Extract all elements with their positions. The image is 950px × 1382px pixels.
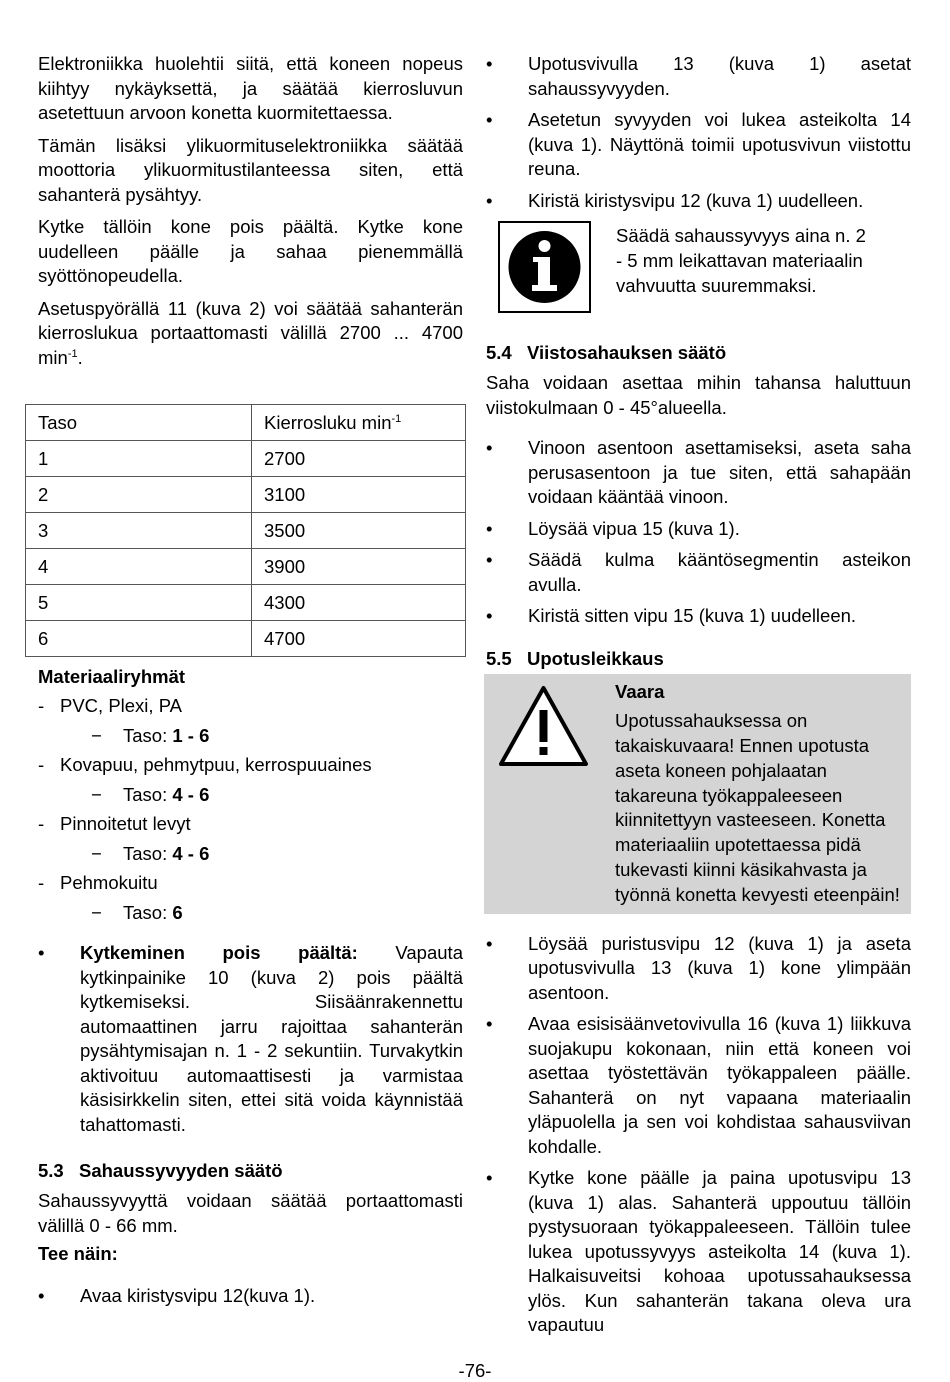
dash-marker: − bbox=[91, 901, 102, 923]
dash-marker: − bbox=[91, 842, 102, 864]
page-number: -76- bbox=[458, 1360, 492, 1381]
taso-label: Taso: bbox=[123, 783, 173, 805]
warning-box bbox=[484, 674, 911, 914]
list-item bbox=[38, 898, 463, 928]
list-item bbox=[38, 780, 463, 810]
right-column bbox=[486, 52, 911, 1345]
list-item: • Vinoon asentoon asettamiseksi, aseta saha perusasentoon ja tue siten, että sahapään voidaan kääntää vinoon. bbox=[486, 436, 911, 510]
warning-triangle-icon bbox=[496, 682, 591, 770]
section-5-3-heading bbox=[38, 1159, 463, 1183]
table-header-rpm-text: Kierrosluku min bbox=[264, 411, 392, 433]
left-column bbox=[38, 52, 463, 1316]
list-item: • Kytke kone päälle ja paina upotusvipu 13 (kuva 1) alas. Sahanterä uppoutuu tällöin pystysuoraan työkappaleeseen. Tällöin tulee lukea upotussyvyys asteikolta 14 (kuva 1). Halkaisuveitsi kohoaa upotussahauksessa ylös. Kun sahanterän takana oleva ura vapautuu bbox=[486, 1166, 911, 1338]
depth-steps-list bbox=[38, 1284, 463, 1309]
section-5-5-heading bbox=[486, 647, 911, 671]
list-item-switch-off bbox=[38, 941, 463, 1137]
tee-nain-label: Tee näin: bbox=[38, 1243, 118, 1264]
switch-off-text: Vapauta kytkinpainike 10 (kuva 2) pois päältä kytkemiseksi. Siisäänrakennettu automaattinen jarru rajoittaa sahanterän pysähtymisajan n. 1 - 2 sekuntiin. Turvakytkin aktivoituu automaattisesti ja varmistaa käsisirkkelin siten, ettei sitä voida käynnistää tahattomasti. bbox=[80, 942, 463, 1135]
section-number: 5.4 bbox=[486, 342, 512, 363]
table-cell-taso: 5 bbox=[26, 585, 252, 621]
list-item: • Löysää puristusvipu 12 (kuva 1) ja aseta upotusvivulla 13 (kuva 1) kone ylimpään asentoon. bbox=[486, 932, 911, 1006]
paragraph-depth-range: Sahaussyvyyttä voidaan säätää portaattomasti välillä 0 - 66 mm. bbox=[38, 1190, 463, 1236]
material-name: Pinnoitetut levyt bbox=[60, 813, 191, 834]
speed-wheel-text: Asetuspyörällä 11 (kuva 2) voi säätää sahanterän kierroslukua portaattomasti välillä 2700 ... 4700 min bbox=[38, 297, 463, 368]
dash-marker: - bbox=[38, 872, 45, 893]
dash-marker: - bbox=[38, 754, 45, 775]
switch-off-label: Kytkeminen pois päältä: bbox=[80, 942, 358, 963]
warning-text: Upotussahauksessa on takaiskuvaara! Ennen upotusta aseta koneen pohjalaatan takareuna työkappaleeseen kiinnitettyyn vasteeseen. Konetta materiaaliin upotettaessa pidä tukevasti kiinni käsikahvasta ja työnnä konetta kevyesti eteenpäin! bbox=[615, 710, 900, 905]
paragraph-overload: Tämän lisäksi ylikuormituselektroniikka säätää moottoria ylikuormitustilanteessa siten, että sahanterä pysähtyy. bbox=[38, 134, 463, 205]
warning-title: Vaara bbox=[615, 680, 665, 702]
bevel-steps-list bbox=[486, 436, 911, 629]
materials-list bbox=[38, 691, 463, 927]
paragraph-restart: Kytke tällöin kone pois päältä. Kytke kone uudelleen päälle ja sahaa pienemmällä syöttönopeudella. bbox=[38, 216, 463, 286]
section-number: 5.3 bbox=[38, 1160, 64, 1181]
taso-label: Taso: bbox=[123, 724, 173, 746]
switch-off-list bbox=[38, 941, 463, 1137]
table-cell-rpm: 4300 bbox=[252, 585, 466, 621]
table-cell-rpm: 3900 bbox=[252, 549, 466, 585]
section-title: Viistosahauksen säätö bbox=[527, 342, 727, 363]
list-item bbox=[38, 750, 463, 780]
section-title: Upotusleikkaus bbox=[527, 647, 664, 669]
list-item: • Upotusvivulla 13 (kuva 1) asetat sahaussyvyyden. bbox=[486, 52, 911, 101]
table-cell-taso: 1 bbox=[26, 441, 252, 477]
dash-marker: − bbox=[91, 724, 102, 746]
plunge-steps-list bbox=[486, 932, 911, 1338]
table-cell-taso: 3 bbox=[26, 513, 252, 549]
list-item bbox=[38, 809, 463, 839]
paragraph-bevel-range: Saha voidaan asettaa mihin tahansa haluttuun viistokulmaan 0 - 45°alueella. bbox=[486, 372, 911, 418]
table-cell-rpm: 3500 bbox=[252, 513, 466, 549]
table-cell-taso: 6 bbox=[26, 621, 252, 657]
section-5-4-heading bbox=[486, 341, 911, 365]
taso-value: 6 bbox=[172, 901, 183, 923]
section-title: Sahaussyvyyden säätö bbox=[79, 1160, 283, 1181]
list-item: • Löysää vipua 15 (kuva 1). bbox=[486, 517, 911, 542]
warning-content bbox=[615, 680, 905, 908]
table-row bbox=[26, 549, 466, 585]
list-item: • Kiristä sitten vipu 15 (kuva 1) uudelleen. bbox=[486, 604, 911, 629]
list-item: • Kiristä kiristysvipu 12 (kuva 1) uudelleen. bbox=[486, 189, 911, 214]
dash-marker: - bbox=[38, 813, 45, 834]
table-cell-rpm: 2700 bbox=[252, 441, 466, 477]
list-item bbox=[38, 691, 463, 721]
table-row bbox=[26, 441, 466, 477]
list-item bbox=[38, 868, 463, 898]
material-name: Pehmokuitu bbox=[60, 872, 158, 893]
taso-value: 4 - 6 bbox=[172, 783, 210, 805]
taso-value: 1 - 6 bbox=[172, 724, 210, 746]
table-cell-taso: 2 bbox=[26, 477, 252, 513]
info-note bbox=[486, 221, 911, 321]
speed-wheel-sup: -1 bbox=[67, 347, 78, 360]
speed-table bbox=[25, 404, 466, 657]
paragraph-speed-wheel bbox=[38, 297, 463, 371]
section-number: 5.5 bbox=[486, 647, 512, 669]
list-item: • Avaa kiristysvipu 12(kuva 1). bbox=[38, 1284, 463, 1309]
material-name: Kovapuu, pehmytpuu, kerrospuuaines bbox=[60, 754, 372, 775]
list-item: • Asetetun syvyyden voi lukea asteikolta 14 (kuva 1). Näyttönä toimii upotusvivun viistottu reuna. bbox=[486, 108, 911, 182]
table-cell-rpm: 4700 bbox=[252, 621, 466, 657]
table-row bbox=[26, 585, 466, 621]
taso-label: Taso: bbox=[123, 842, 173, 864]
taso-label: Taso: bbox=[123, 901, 173, 923]
table-header-row bbox=[26, 405, 466, 441]
list-item bbox=[38, 721, 463, 751]
list-item: • Avaa esisisäänvetovivulla 16 (kuva 1) liikkuva suojakupu kokonaan, niin että koneen voi asettaa työstettävän työkappaleen päälle. Sahanterä on nyt vapaana materiaalin yläpuolella ja sen voi kohdistaa sahausviivan kohdalle. bbox=[486, 1012, 911, 1159]
speed-wheel-end: . bbox=[77, 346, 83, 368]
table-header-taso: Taso bbox=[26, 405, 252, 441]
table-row bbox=[26, 621, 466, 657]
table-cell-taso: 4 bbox=[26, 549, 252, 585]
list-item bbox=[38, 839, 463, 869]
info-icon bbox=[498, 221, 591, 313]
dash-marker: - bbox=[38, 695, 45, 716]
dash-marker: − bbox=[91, 783, 102, 805]
table-cell-rpm: 3100 bbox=[252, 477, 466, 513]
table-header-rpm bbox=[252, 405, 466, 441]
table-row bbox=[26, 477, 466, 513]
paragraph-electronics: Elektroniikka huolehtii siitä, että koneen nopeus kiihtyy nykäyksettä, ja säätää kierrosluvun asetettuun arvoon konetta kuormitettaessa. bbox=[38, 53, 463, 123]
depth-steps-list-continued bbox=[486, 52, 911, 213]
taso-value: 4 - 6 bbox=[172, 842, 210, 864]
info-note-text: Säädä sahaussyvyys aina n. 2 - 5 mm leikattavan materiaalin vahvuutta suuremmaksi. bbox=[616, 225, 866, 296]
materials-heading: Materiaaliryhmät bbox=[38, 666, 186, 687]
list-item: • Säädä kulma kääntösegmentin asteikon avulla. bbox=[486, 548, 911, 597]
material-name: PVC, Plexi, PA bbox=[60, 695, 183, 716]
table-header-rpm-sup: -1 bbox=[391, 412, 402, 425]
table-row bbox=[26, 513, 466, 549]
